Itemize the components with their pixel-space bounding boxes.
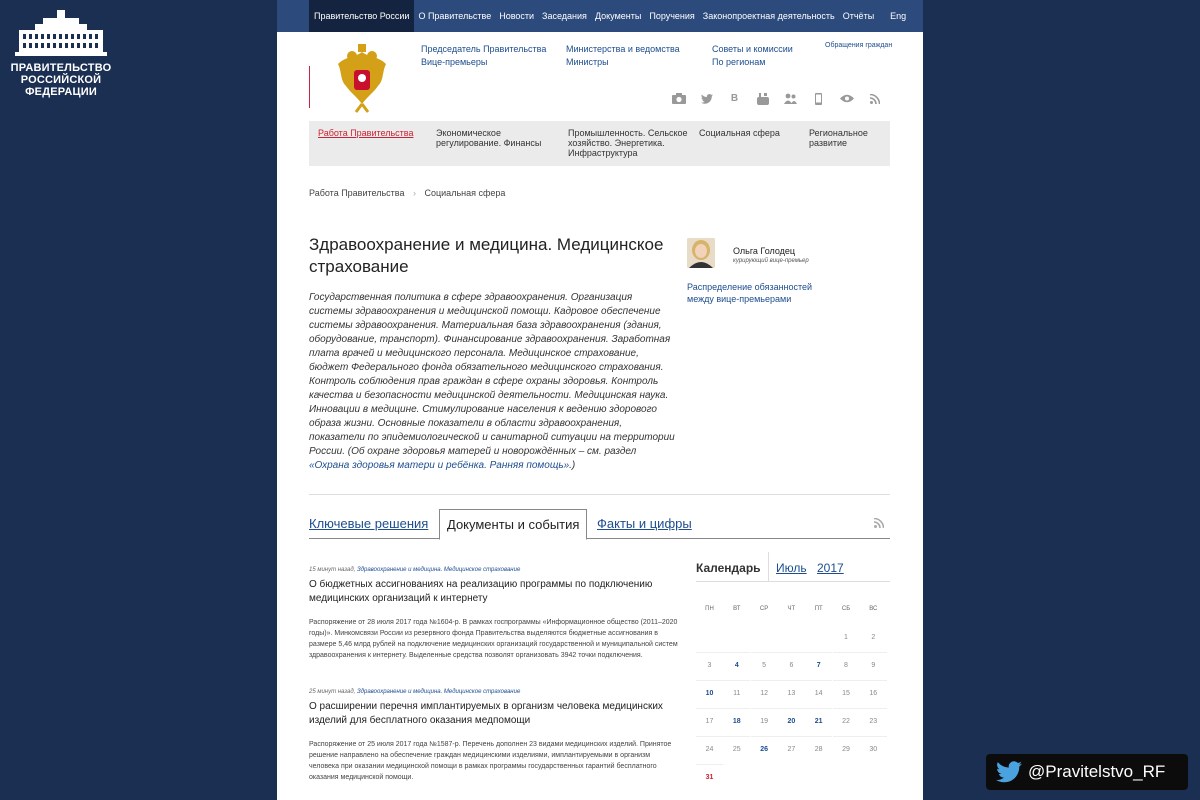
calendar-day: 14	[814, 690, 823, 697]
content-tabs	[309, 509, 890, 539]
calendar-day: 5	[762, 662, 767, 669]
calendar-day: 1	[844, 634, 848, 641]
calendar-cell-border	[696, 652, 723, 653]
calendar-cell-border	[723, 652, 750, 653]
calendar-label: Календарь	[696, 561, 761, 575]
calendar-day: 19	[760, 718, 768, 725]
calendar-day[interactable]: 10	[705, 690, 714, 697]
link-councils[interactable]: Советы и комиссии	[712, 44, 793, 54]
calendar-day[interactable]: 20	[787, 718, 796, 725]
curator-role: курирующий вице-премьер	[733, 258, 809, 264]
subnav-government-work[interactable]: Работа Правительства	[318, 128, 414, 138]
description-end: .)	[569, 460, 576, 471]
calendar-cell-border	[751, 652, 778, 653]
calendar-day: 15	[842, 690, 850, 697]
subnav-industry[interactable]: Промышленность. Сельское хозяйство. Энергетика. Инфраструктура	[568, 128, 688, 158]
calendar-cell-border	[860, 652, 887, 653]
twitter-icon[interactable]	[698, 90, 715, 107]
calendar-cell-border	[751, 736, 778, 737]
news-tag[interactable]: Здравоохранение и медицина. Медицинское страхование	[356, 689, 521, 695]
calendar-day: 6	[789, 662, 794, 669]
brand-line: ПРАВИТЕЛЬСТВО	[10, 62, 112, 74]
calendar-day[interactable]: 31	[705, 774, 714, 781]
calendar-cell-border	[778, 680, 805, 681]
calendar-day: 9	[871, 662, 876, 669]
calendar-cell-border	[833, 680, 860, 681]
calendar-day: 30	[869, 746, 878, 753]
topnav-news[interactable]: Новости	[499, 11, 535, 21]
government-building-icon	[13, 10, 109, 58]
calendar-cell-border	[860, 680, 887, 681]
brand-logo[interactable]	[10, 10, 112, 98]
calendar-day[interactable]: 7	[816, 662, 821, 669]
calendar-cell-border	[833, 652, 860, 653]
calendar-weekday: ЧТ	[787, 606, 796, 612]
news-meta	[309, 567, 681, 573]
breadcrumb	[309, 188, 505, 198]
topnav-english[interactable]: Eng	[890, 11, 907, 21]
topnav-government[interactable]: Правительство России	[309, 0, 414, 32]
calendar-day[interactable]: 18	[732, 718, 741, 725]
calendar-day: 12	[760, 690, 768, 697]
calendar-cell-border	[696, 680, 723, 681]
calendar-grid	[696, 582, 890, 800]
calendar-weekday: ВТ	[733, 606, 741, 612]
calendar-cell-border	[696, 708, 723, 709]
brand-line: РОССИЙСКОЙ	[20, 74, 102, 86]
calendar-header	[696, 552, 890, 582]
news-item	[309, 567, 681, 661]
calendar-weekday: ПТ	[814, 606, 823, 612]
news-body: Распоряжение от 25 июля 2017 года №1587-р. Перечень дополнен 23 видами медицинских изделий. Принятое решение направлено на обеспечение граждан медицинскими изделиями, имплантируемыми в организм человека при оказании медицинской помощи в рамках программы государственных гарантий бесплатного оказания медицинской помощи.	[309, 741, 672, 781]
calendar-cell-border	[805, 708, 832, 709]
calendar-day: 13	[787, 690, 796, 697]
brand-line: ФЕДЕРАЦИИ	[25, 86, 97, 98]
news-meta	[309, 689, 681, 695]
accent-divider	[309, 66, 310, 108]
twitter-icon	[996, 761, 1022, 783]
breadcrumb-item[interactable]: Работа Правительства	[309, 188, 405, 198]
community-icon[interactable]	[782, 90, 799, 107]
calendar-cell-border	[805, 680, 832, 681]
link-regions[interactable]: По регионам	[712, 57, 766, 67]
calendar-day: 17	[705, 718, 714, 725]
description-link[interactable]: «Охрана здоровья матери и ребёнка. Ранняя помощь»	[309, 460, 570, 471]
rss-icon[interactable]	[866, 90, 883, 107]
calendar-day: 27	[787, 746, 796, 753]
vk-icon[interactable]: B	[730, 93, 739, 104]
news-title[interactable]: О бюджетных ассигнованиях на реализацию программы по подключению медицинских организаций к интернету	[309, 579, 653, 604]
calendar-cell-border	[805, 652, 832, 653]
calendar-day: 23	[869, 718, 878, 725]
calendar-cell-border	[833, 708, 860, 709]
calendar-day: 29	[842, 746, 850, 753]
news-title[interactable]: О расширении перечня имплантируемых в организм человека медицинских изделий для бесплатного оказания медпомощи	[309, 701, 663, 726]
calendar-day: 22	[842, 718, 850, 725]
subnav-economy[interactable]: Экономическое регулирование. Финансы	[436, 128, 542, 148]
twitter-handle: @Pravitelstvo_RF	[1028, 762, 1166, 781]
link-chairman[interactable]: Председатель Правительства	[421, 44, 547, 54]
link-ministers[interactable]: Министры	[566, 57, 609, 67]
news-tag[interactable]: Здравоохранение и медицина. Медицинское страхование	[356, 567, 521, 573]
calendar-day[interactable]: 4	[734, 662, 739, 669]
calendar-weekday: ПН	[705, 606, 714, 612]
calendar-year-select[interactable]: 2017	[817, 561, 844, 575]
calendar-day: 28	[814, 746, 823, 753]
breadcrumb-item[interactable]: Социальная сфера	[424, 188, 506, 198]
calendar-cell-border	[778, 736, 805, 737]
social-links	[670, 90, 883, 107]
calendar-month-select[interactable]: Июль	[776, 561, 807, 575]
topnav-meetings[interactable]: Заседания	[542, 11, 587, 21]
calendar-day: 11	[733, 690, 741, 697]
topnav-documents[interactable]: Документы	[594, 11, 642, 21]
youtube-icon[interactable]	[754, 90, 771, 107]
page-title: Здравоохранение и медицина. Медицинское страхование	[309, 235, 664, 276]
calendar-weekday: СБ	[841, 606, 851, 612]
news-time: 25 минут назад,	[309, 689, 356, 695]
calendar-day: 16	[869, 690, 878, 697]
avatar[interactable]	[687, 238, 715, 268]
eye-icon[interactable]	[838, 90, 855, 107]
chevron-right-icon: ›	[412, 188, 416, 198]
duties-distribution-link[interactable]: Распределение обязанностей между вице-премьерами	[687, 282, 813, 304]
curator-name[interactable]: Ольга Голодец	[733, 246, 796, 256]
twitter-handle-badge[interactable]	[986, 754, 1188, 790]
section-navigation	[309, 121, 890, 166]
topnav-legislation[interactable]: Законопроектная деятельность	[702, 11, 835, 21]
calendar-day: 8	[844, 662, 848, 669]
subnav-regional[interactable]: Региональное развитие	[809, 128, 868, 148]
divider	[309, 494, 890, 495]
mobile-icon[interactable]	[810, 90, 827, 107]
calendar-day: 25	[732, 746, 741, 753]
link-ministries[interactable]: Министерства и ведомства	[566, 44, 680, 54]
calendar-day: 24	[705, 746, 714, 753]
news-time: 15 минут назад,	[309, 567, 356, 573]
calendar-weekday: ВС	[869, 606, 878, 612]
calendar-cell-border	[778, 652, 805, 653]
top-navigation	[277, 0, 923, 32]
topnav-instructions[interactable]: Поручения	[649, 11, 695, 21]
tab-documents-events[interactable]: Документы и события	[439, 509, 587, 540]
calendar-cell-border	[805, 736, 832, 737]
description-text: Государственная политика в сфере здравоохранения. Организация системы здравоохранения и медицинской помощи. Кадровое обеспечение системы здравоохранения. Материальная база здравоохранения (здания, оборудование, транспорт). Финансирование здравоохранения. Заработная плата врачей и медицинского персонала. Медицинское страхование, бюджет Федерального фонда обязательного медицинского страхования. Контроль соблюдения прав граждан в сфере охраны здоровья. Контроль качества и безопасности медицинской деятельности. Медицинская наука. Инновации в медицине. Стимулирование населения к ведению здорового образа жизни. Основные показатели в области здравоохранения, показатели по эпидемиологической и санитарной ситуации на территории России. (Об охране здоровья матерей и новорождённых – см. раздел	[309, 292, 675, 457]
calendar-cell-border	[723, 680, 750, 681]
camera-icon[interactable]	[670, 90, 687, 107]
tab-facts-figures[interactable]: Факты и цифры	[597, 516, 692, 531]
page-description	[309, 291, 677, 473]
calendar-cell-border	[696, 764, 723, 765]
link-citizen-appeals[interactable]: Обращения граждан	[825, 42, 893, 49]
topnav-about[interactable]: О Правительстве	[418, 11, 492, 21]
calendar-cell-border	[751, 708, 778, 709]
tab-key-decisions[interactable]: Ключевые решения	[309, 516, 429, 531]
calendar-day: 2	[871, 634, 876, 641]
calendar-cell-border	[723, 736, 750, 737]
calendar-cell-border	[860, 736, 887, 737]
news-item	[309, 689, 681, 783]
subnav-social[interactable]: Социальная сфера	[699, 128, 780, 138]
main-page	[277, 0, 923, 800]
calendar-divider	[768, 552, 769, 582]
calendar-widget	[696, 552, 890, 800]
calendar-weekday: СР	[759, 606, 769, 612]
calendar-cell-border	[751, 680, 778, 681]
calendar-cell-border	[860, 708, 887, 709]
calendar-cell-border	[833, 736, 860, 737]
calendar-cell-border	[723, 708, 750, 709]
calendar-cell-border	[696, 736, 723, 737]
coat-of-arms-icon[interactable]	[332, 44, 392, 119]
calendar-day[interactable]: 21	[814, 718, 823, 725]
news-body: Распоряжение от 28 июля 2017 года №1604-р. В рамках госпрограммы «Информационное общество (2011–2020 годы)». Минкомсвязи России из резервного фонда Правительства выделяются бюджетные ассигнования в размере 5,46 млрд рублей на подключение медицинских организаций государственной и муниципальной систем здравоохранения к интернету. Выделенные средства позволят организовать 3942 точки подключения.	[309, 619, 678, 659]
topnav-reports[interactable]: Отчёты	[842, 11, 875, 21]
rss-icon[interactable]	[874, 518, 884, 531]
link-vice-premiers[interactable]: Вице-премьеры	[421, 57, 488, 67]
header	[277, 32, 923, 120]
calendar-day[interactable]: 26	[760, 746, 768, 753]
calendar-day: 3	[707, 662, 712, 669]
calendar-cell-border	[778, 708, 805, 709]
